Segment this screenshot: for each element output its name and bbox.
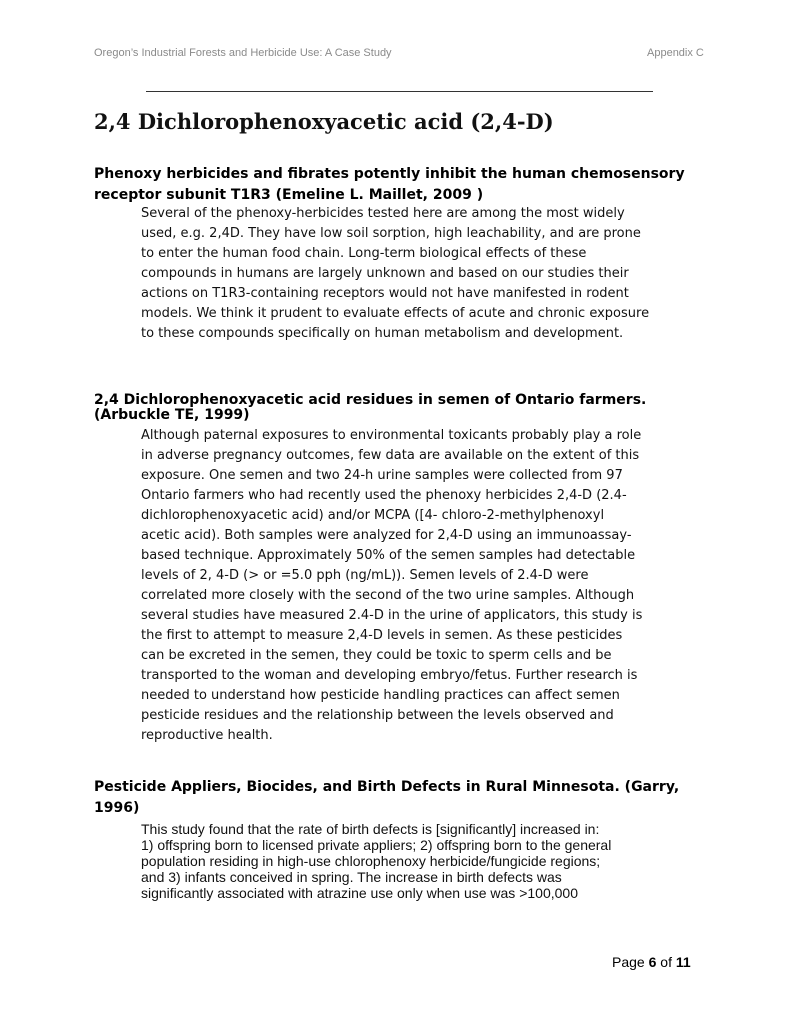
abstract-line: to enter the human food chain. Long-term biological effects of these: [141, 246, 587, 261]
abstract-line: Several of the phenoxy-herbicides tested here are among the most widely: [141, 206, 625, 221]
abstract-line: used, e.g. 2,4D. They have low soil sorption, high leachability, and are prone: [141, 226, 641, 241]
section-abstract: [141, 821, 611, 901]
abstract-line: actions on T1R3-containing receptors would not have manifested in rodent: [141, 286, 629, 301]
abstract-line: reproductive health.: [141, 728, 273, 743]
section-title: [94, 390, 646, 426]
abstract-line: Ontario farmers who had recently used the phenoxy herbicides 2,4-D (2.4-: [141, 488, 627, 503]
abstract-line: population residing in high-use chlorophenoxy herbicide/fungicide regions;: [141, 853, 601, 869]
section-title-line: 2,4 Dichlorophenoxyacetic acid residues in semen of Ontario farmers.: [94, 392, 647, 408]
section-abstract: [141, 204, 649, 344]
abstract-line: needed to understand how pesticide handling practices can affect semen: [141, 688, 620, 703]
running-header-title: Oregon’s Industrial Forests and Herbicide Use: A Case Study: [94, 47, 392, 59]
section-abstract: [141, 426, 642, 746]
page-number: [612, 954, 691, 970]
abstract-line: compounds in humans are largely unknown and based on our studies their: [141, 266, 629, 281]
abstract-line: exposure. One semen and two 24-h urine samples were collected from 97: [141, 468, 623, 483]
abstract-line: levels of 2, 4-D (> or =5.0 pph (ng/mL)). Semen levels of 2.4-D were: [141, 568, 589, 583]
header-divider: [146, 91, 653, 92]
section-title-line: Phenoxy herbicides and fibrates potently inhibit the human chemosensory: [94, 166, 685, 182]
abstract-line: several studies have measured 2.4-D in the urine of applicators, this study is: [141, 608, 643, 623]
abstract-line: acetic acid). Both samples were analyzed for 2,4-D using an immunoassay-: [141, 528, 632, 543]
of-word: of: [660, 954, 672, 970]
section-title-line: receptor subunit T1R3 (Emeline L. Maillet, 2009 ): [94, 187, 484, 203]
abstract-line: can be excreted in the semen, they could be toxic to sperm cells and be: [141, 648, 612, 663]
abstract-line: models. We think it prudent to evaluate effects of acute and chronic exposure: [141, 306, 650, 321]
abstract-line: based technique. Approximately 50% of the semen samples had detectable: [141, 548, 636, 563]
abstract-line: in adverse pregnancy outcomes, few data are available on the extent of this: [141, 448, 640, 463]
abstract-line: 1) offspring born to licensed private appliers; 2) offspring born to the general: [141, 837, 612, 853]
current-page-number: 6: [648, 954, 657, 970]
abstract-line: the first to attempt to measure 2,4-D levels in semen. As these pesticides: [141, 628, 623, 643]
abstract-line: transported to the woman and developing embryo/fetus. Further research is: [141, 668, 638, 683]
abstract-line: dichlorophenoxyacetic acid) and/or MCPA ([4- chloro-2-methylphenoxyl: [141, 508, 605, 523]
section-title-line: (Arbuckle TE, 1999): [94, 407, 250, 423]
section-title: [94, 164, 685, 206]
abstract-line: This study found that the rate of birth defects is [significantly] increased in:: [141, 821, 600, 837]
total-pages-number: 11: [675, 954, 691, 970]
abstract-line: correlated more closely with the second of the two urine samples. Although: [141, 588, 635, 603]
abstract-line: significantly associated with atrazine use only when use was >100,000: [141, 885, 578, 901]
abstract-line: to these compounds specifically on human metabolism and development.: [141, 326, 624, 341]
abstract-line: pesticide residues and the relationship between the levels observed and: [141, 708, 614, 723]
section-title-line: Pesticide Appliers, Biocides, and Birth Defects in Rural Minnesota. (Garry,: [94, 779, 680, 795]
section-title: [94, 777, 679, 819]
abstract-line: and 3) infants conceived in spring. The increase in birth defects was: [141, 869, 562, 885]
page-heading: 2,4 Dichlorophenoxyacetic acid (2,4-D): [94, 109, 554, 134]
page-word: Page: [612, 954, 645, 970]
section-title-line: 1996): [94, 800, 140, 816]
abstract-line: Although paternal exposures to environmental toxicants probably play a role: [141, 428, 642, 443]
running-header-appendix: Appendix C: [647, 47, 704, 59]
